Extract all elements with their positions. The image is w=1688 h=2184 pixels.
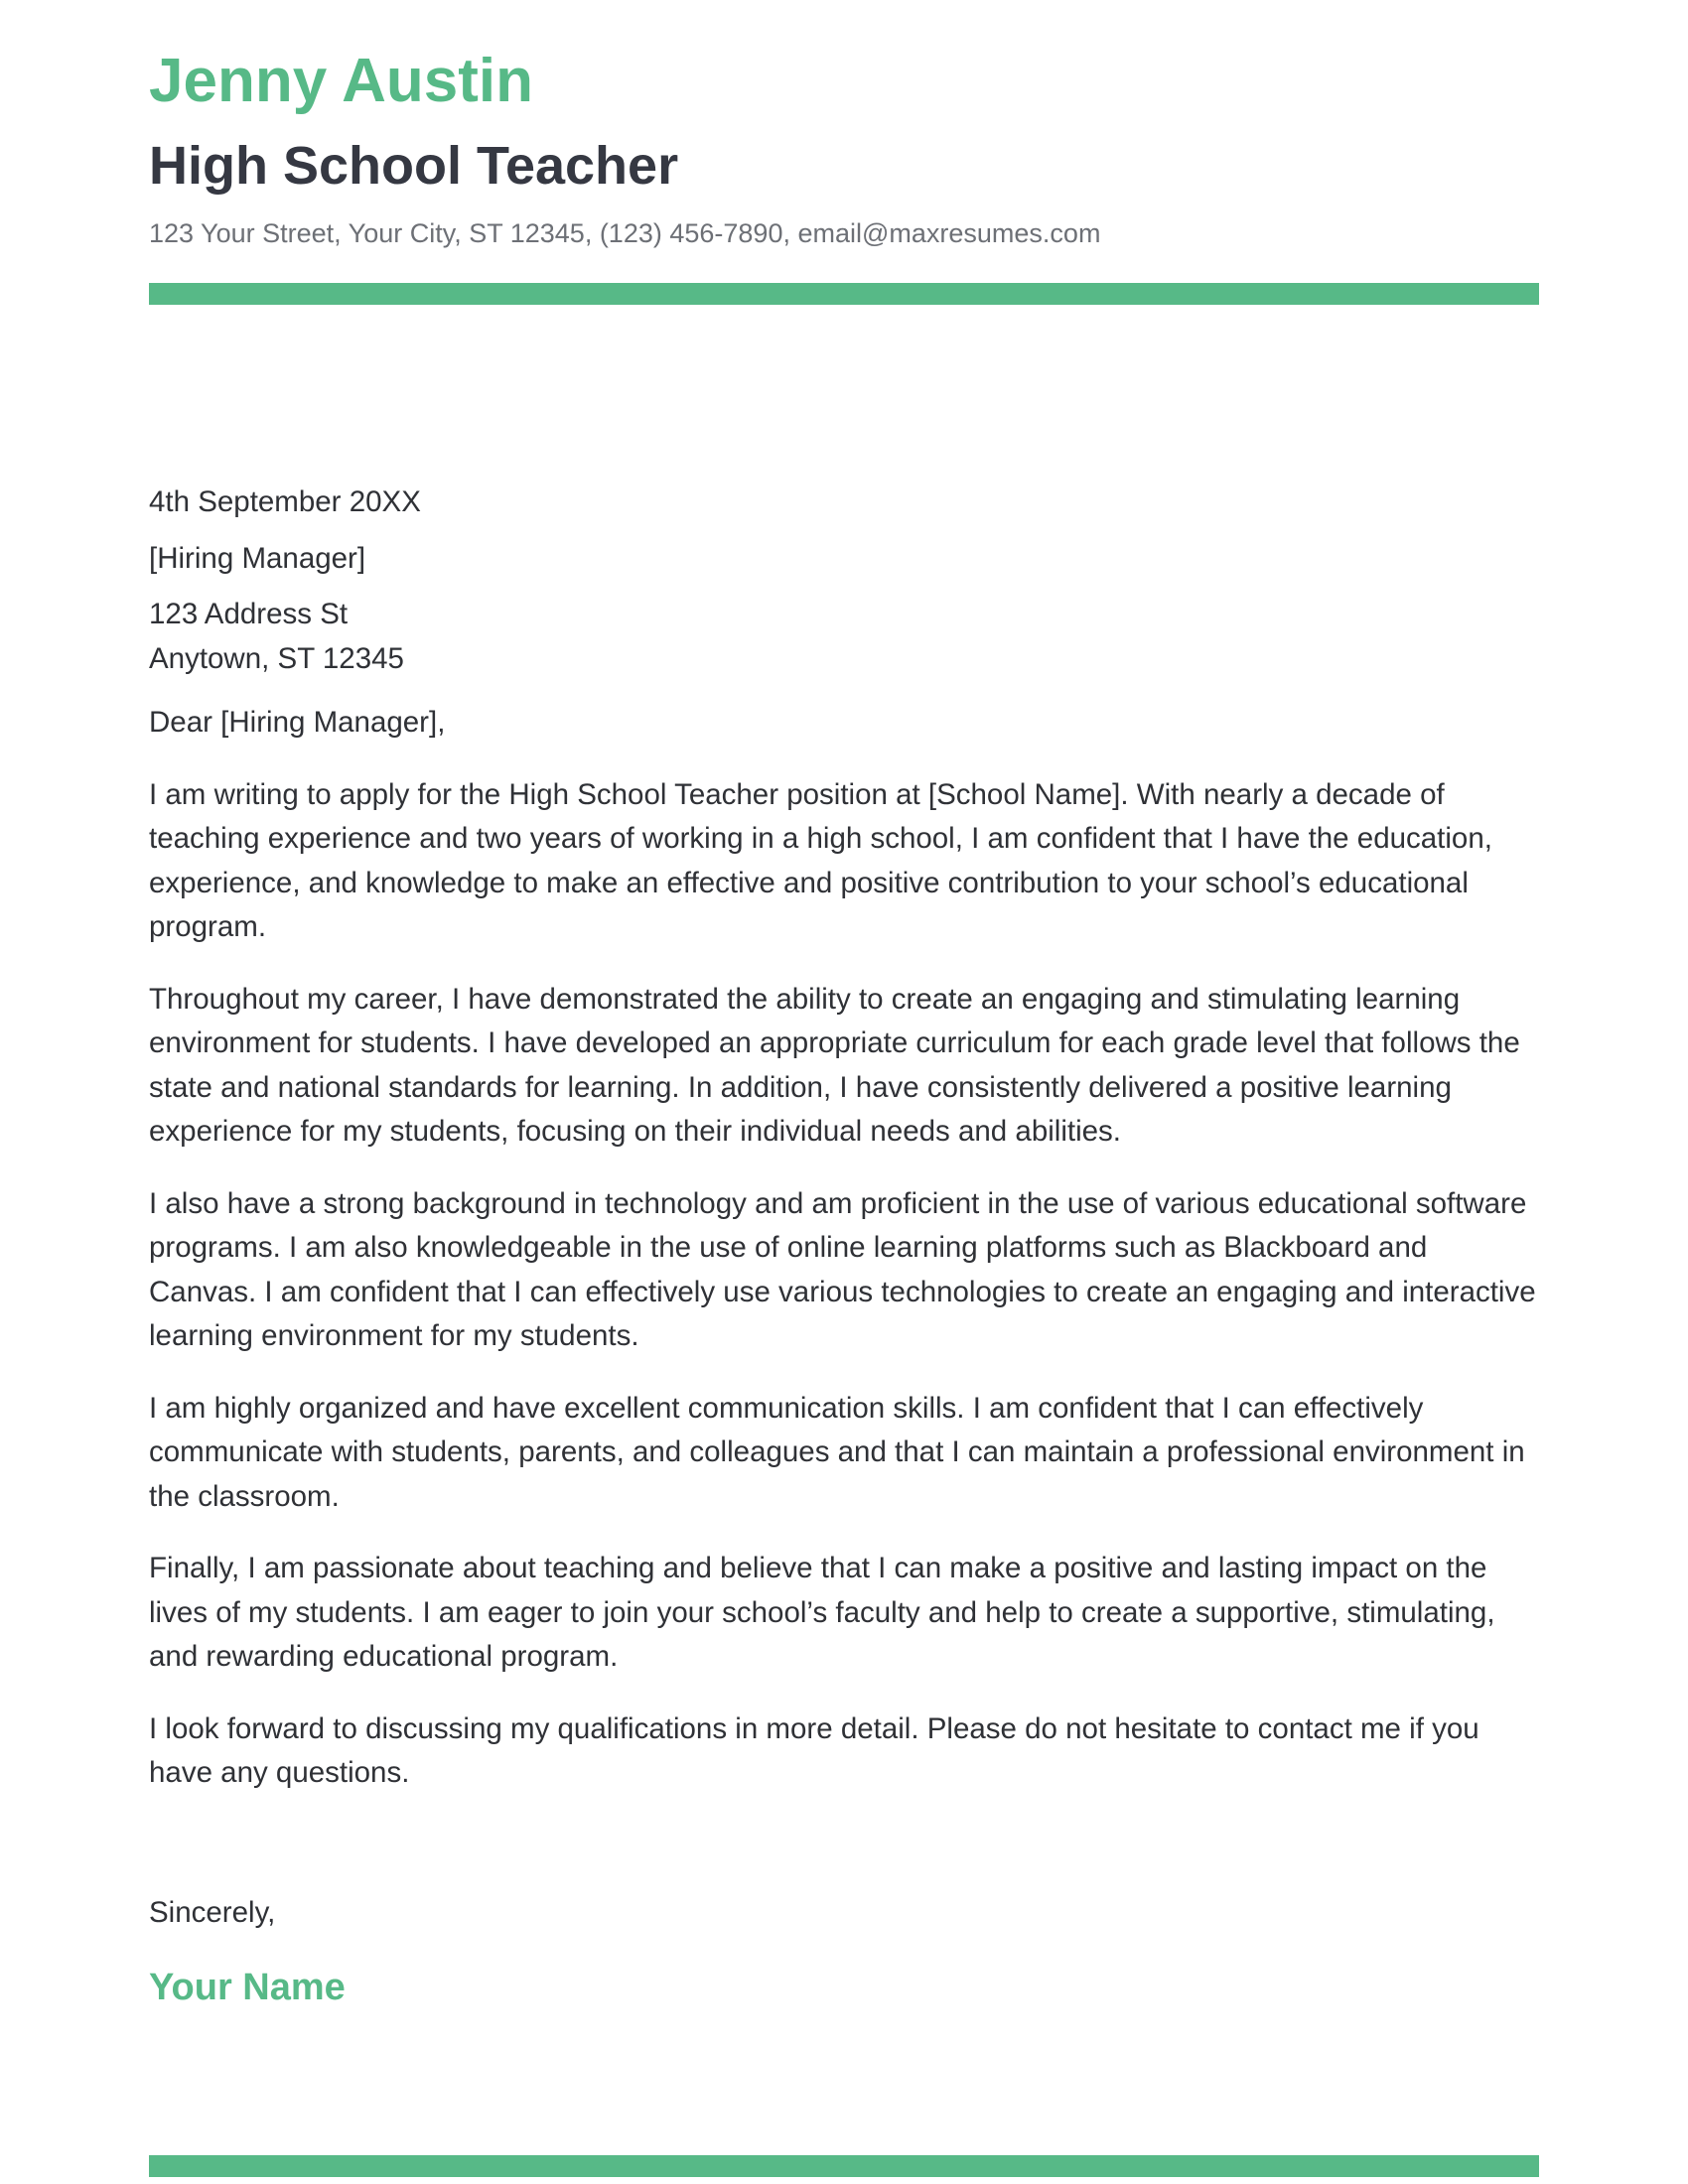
body-paragraph-1: I am writing to apply for the High School Teacher position at [School Name]. With nearly a decade of teaching experience and two years of working in a high school, I am confident that I have the education, experience, and knowledge to make an effective and positive contribution to your school’s educational program. xyxy=(149,777,1492,943)
recipient-name: [Hiring Manager] xyxy=(149,541,366,575)
address-line-2: Anytown, ST 12345 xyxy=(149,641,404,675)
body-paragraph-4: I am highly organized and have excellent communication skills. I am confident that I can effectively communicate with students, parents, and colleagues and that I can maintain a professional environment in the classroom. xyxy=(149,1391,1525,1513)
cover-letter-page xyxy=(149,0,1539,2184)
contact-info: 123 Your Street, Your City, ST 12345, (123) 456-7890, email@maxresumes.com xyxy=(149,218,1101,248)
body-paragraph-2: Throughout my career, I have demonstrated the ability to create an engaging and stimulating learning environment for students. I have developed an appropriate curriculum for each grade level that follows the state and national standards for learning. In addition, I have consistently delivered a positive learning experience for my students, focusing on their individual needs and abilities. xyxy=(149,982,1520,1148)
letter-date: 4th September 20XX xyxy=(149,485,421,518)
signature-name: Your Name xyxy=(149,1967,346,2008)
body-paragraph-6: I look forward to discussing my qualifications in more detail. Please do not hesitate to contact me if you have any questions. xyxy=(149,1711,1479,1789)
letter-body xyxy=(149,480,1539,1824)
top-divider xyxy=(149,283,1539,305)
recipient-address xyxy=(149,593,1539,681)
job-title: High School Teacher xyxy=(149,136,679,196)
body-paragraph-3: I also have a strong background in technology and am proficient in the use of various educational software programs. I am also knowledgeable in the use of online learning platforms such as Blackboard and Canvas. I am confident that I can effectively use various technologies to create an engaging and interactive learning environment for my students. xyxy=(149,1186,1536,1352)
body-paragraph-5: Finally, I am passionate about teaching and believe that I can make a positive and lasting impact on the lives of my students. I am eager to join your school’s faculty and help to create a supportive, stimulating, and rewarding educational program. xyxy=(149,1552,1495,1673)
salutation: Dear [Hiring Manager], xyxy=(149,706,446,739)
applicant-name: Jenny Austin xyxy=(149,47,533,115)
bottom-divider xyxy=(149,2155,1539,2177)
address-line-1: 123 Address St xyxy=(149,598,349,630)
closing: Sincerely, xyxy=(149,1896,276,1929)
